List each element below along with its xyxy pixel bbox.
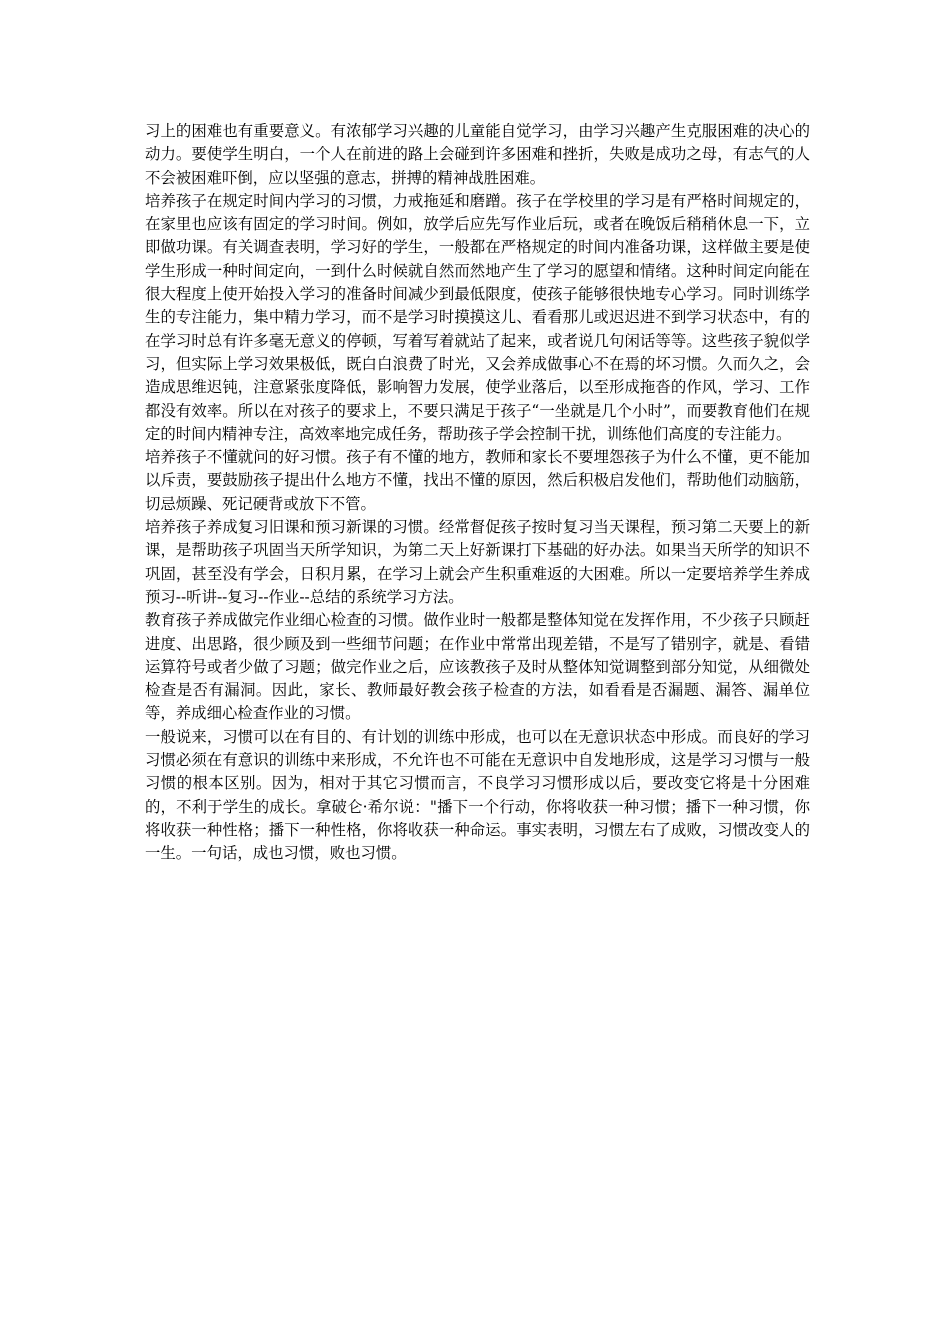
paragraph-check-homework: 教育孩子养成做完作业细心检查的习惯。做作业时一般都是整体知觉在发挥作用，不少孩子只顾赶进度、出思路，很少顾及到一些细节问题；在作业中常常出现差错，不是写了错别字，就是、看错运算符号或者少做了习题；做完作业之后，应该教孩子及时从整体知觉调整到部分知觉，从细微处检查是否有漏洞。因此，家长、教师最好教会孩子检查的方法，如看看是否漏题、漏答、漏单位等，养成细心检查作业的习惯。 <box>145 611 810 723</box>
paragraph-review-preview: 培养孩子养成复习旧课和预习新课的习惯。经常督促孩子按时复习当天课程，预习第二天要上的新课，是帮助孩子巩固当天所学知识，为第二天上好新课打下基础的好办法。如果当天所学的知识不巩固，甚至没有学会，日积月累，在学习上就会产生积重难返的大困难。所以一定要培养学生养成预习--听讲--复习--作业--总结的系统学习方法。 <box>145 518 810 606</box>
paragraph-difficulty: 习上的困难也有重要意义。有浓郁学习兴趣的儿童能自觉学习，由学习兴趣产生克服困难的决心的动力。要使学生明白，一个人在前进的路上会碰到许多困难和挫折，失败是成功之母，有志气的人不会被困难吓倒，应以坚强的意志，拼搏的精神战胜困难。 <box>145 122 810 187</box>
paragraph-conclusion: 一般说来，习惯可以在有目的、有计划的训练中形成，也可以在无意识状态中形成。而良好的学习习惯必须在有意识的训练中来形成，不允许也不可能在无意识中自发地形成，这是学习习惯与一般习惯的根本区别。因为，相对于其它习惯而言，不良学习习惯形成以后，要改变它将是十分困难的，不利于学生的成长。拿破仑·希尔说："播下一个行动，你将收获一种习惯；播下一种习惯，你将收获一种性格；播下一种性格，你将收获一种命运。事实表明，习惯左右了成败，习惯改变人的一生。一句话，成也习惯，败也习惯。 <box>145 727 810 863</box>
paragraph-ask-questions: 培养孩子不懂就问的好习惯。孩子有不懂的地方，教师和家长不要埋怨孩子为什么不懂，更不能加以斥责，要鼓励孩子提出什么地方不懂，找出不懂的原因，然后积极启发他们，帮助他们动脑筋，切忌烦躁、死记硬背或放下不管。 <box>145 448 810 513</box>
document-body <box>145 120 810 866</box>
paragraph-time-habit: 培养孩子在规定时间内学习的习惯，力戒拖延和磨蹭。孩子在学校里的学习是有严格时间规定的，在家里也应该有固定的学习时间。例如，放学后应先写作业后玩，或者在晚饭后稍稍休息一下，立即做功课。有关调查表明，学习好的学生，一般都在严格规定的时间内准备功课，这样做主要是使学生形成一种时间定向，一到什么时候就自然而然地产生了学习的愿望和情绪。这种时间定向能在很大程度上使开始投入学习的准备时间减少到最低限度，使孩子能够很快地专心学习。同时训练学生的专注能力，集中精力学习，而不是学习时摸摸这儿、看看那儿或迟迟进不到学习状态中，有的在学习时总有许多毫无意义的停顿，写着写着就站了起来，或者说几句闲话等等。这些孩子貌似学习，但实际上学习效果极低，既白白浪费了时光，又会养成做事心不在焉的坏习惯。久而久之，会造成思维迟钝，注意紧张度降低，影响智力发展，使学业落后，以至形成拖沓的作风，学习、工作都没有效率。所以在对孩子的要求上，不要只满足于孩子“一坐就是几个小时”，而要教育他们在规定的时间内精神专注，高效率地完成任务，帮助孩子学会控制干扰，训练他们高度的专注能力。 <box>145 191 810 443</box>
